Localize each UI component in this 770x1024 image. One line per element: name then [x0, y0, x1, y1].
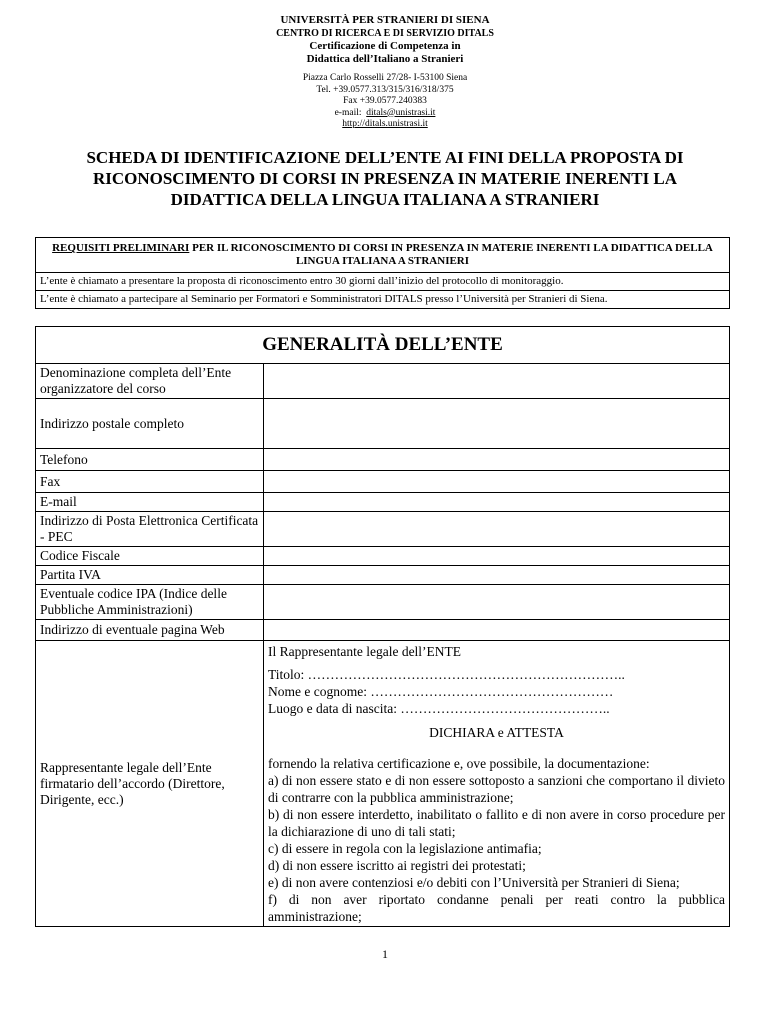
requisiti-heading-underlined: REQUISITI PRELIMINARI	[52, 242, 190, 254]
email-link[interactable]: ditals@unistrasi.it	[366, 107, 436, 118]
label-telefono: Telefono	[36, 449, 264, 471]
center-name: CENTRO DI RICERCA E DI SERVIZIO DITALS	[276, 28, 494, 39]
website-link[interactable]: http://ditals.unistrasi.it	[342, 119, 428, 129]
label-web: Indirizzo di eventuale pagina Web	[36, 620, 264, 641]
rep-dichiara: DICHIARA e ATTESTA	[429, 725, 564, 740]
rep-item-d: d) di non essere iscritto ai registri dei protestati;	[268, 858, 526, 873]
address: Piazza Carlo Rosselli 27/28- I-53100 Siena	[302, 73, 468, 83]
field-pec[interactable]	[264, 512, 730, 547]
rep-item-c: c) di essere in regola con la legislazione antimafia;	[268, 841, 542, 856]
label-partita-iva: Partita IVA	[36, 566, 264, 585]
rep-item-e: e) di non avere contenziosi e/o debiti con l’Università per Stranieri di Siena;	[268, 875, 680, 890]
field-partita-iva[interactable]	[264, 566, 730, 585]
field-telefono[interactable]	[264, 449, 730, 471]
field-codice-fiscale[interactable]	[264, 547, 730, 566]
rep-item-f: f) di non aver riportato condanne penali per reati contro la pubblica amministrazione;	[268, 892, 725, 924]
document-title	[40, 147, 730, 210]
rep-intro: Il Rappresentante legale dell’ENTE	[268, 644, 462, 659]
field-email[interactable]	[264, 493, 730, 512]
title-line-3: DIDATTICA DELLA LINGUA ITALIANA A STRANIERI	[170, 190, 600, 209]
label-denominazione: Denominazione completa dell’Ente organizzatore del corso	[36, 364, 264, 399]
label-codice-fiscale: Codice Fiscale	[36, 547, 264, 566]
field-web[interactable]	[264, 620, 730, 641]
rep-titolo: Titolo: ……………………………………………………………..	[268, 667, 625, 682]
requisiti-table	[35, 237, 730, 309]
generalita-title: GENERALITÀ DELL’ENTE	[36, 327, 730, 364]
email-label: e-mail:	[334, 107, 362, 118]
requisito-1: L’ente è chiamato a presentare la proposta di riconoscimento entro 30 giorni dall’inizio del protocollo di monitoraggio.	[36, 273, 730, 291]
label-ipa: Eventuale codice IPA (Indice delle Pubbliche Amministrazioni)	[36, 585, 264, 620]
field-denominazione[interactable]	[264, 364, 730, 399]
requisiti-heading	[36, 238, 730, 273]
label-rappresentante: Rappresentante legale dell’Ente firmatario dell’accordo (Direttore, Dirigente, ecc.)	[36, 641, 264, 927]
label-email: E-mail	[36, 493, 264, 512]
university-name: UNIVERSITÀ PER STRANIERI DI SIENA	[280, 14, 490, 26]
page-number: 1	[382, 947, 388, 961]
rep-nome: Nome e cognome: ………………………………………………	[268, 684, 614, 699]
field-ipa[interactable]	[264, 585, 730, 620]
rep-fornendo: fornendo la relativa certificazione e, ove possibile, la documentazione:	[268, 756, 650, 771]
telephone: Tel. +39.0577.313/315/316/318/375	[316, 84, 454, 95]
letterhead	[0, 14, 770, 131]
label-pec: Indirizzo di Posta Elettronica Certificata - PEC	[36, 512, 264, 547]
field-fax[interactable]	[264, 471, 730, 493]
label-indirizzo: Indirizzo postale completo	[36, 399, 264, 449]
requisiti-heading-rest: PER IL RICONOSCIMENTO DI CORSI IN PRESENZA IN MATERIE INERENTI LA DIDATTICA DELLA LINGUA ITALIANA A STRANIERI	[192, 242, 713, 267]
title-line-1: SCHEDA DI IDENTIFICAZIONE DELL’ENTE AI FINI DELLA PROPOSTA DI	[86, 148, 684, 167]
field-rappresentante[interactable]	[264, 641, 730, 927]
requisito-2: L’ente è chiamato a partecipare al Seminario per Formatori e Somministratori DITALS presso l’Università per Stranieri di Siena.	[36, 291, 730, 309]
rep-luogo: Luogo e data di nascita: ………………………………………..	[268, 701, 610, 716]
field-indirizzo[interactable]	[264, 399, 730, 449]
rep-item-a: a) di non essere stato e di non essere sottoposto a sanzioni che comportano il divieto di contrarre con la pubblica amministrazione;	[268, 773, 725, 805]
generalita-table	[35, 326, 730, 927]
title-line-2: RICONOSCIMENTO DI CORSI IN PRESENZA IN MATERIE INERENTI LA	[92, 169, 678, 188]
email-line	[0, 108, 770, 120]
contact-block	[0, 73, 770, 131]
certification-line-2: Didattica dell’Italiano a Stranieri	[306, 53, 464, 65]
rep-item-b: b) di non essere interdetto, inabilitato o fallito e di non avere in corso procedure per la dichiarazione di uno di tali stati;	[268, 807, 725, 839]
label-fax: Fax	[36, 471, 264, 493]
fax-number: Fax +39.0577.240383	[343, 96, 427, 106]
certification-line-1: Certificazione di Competenza in	[309, 40, 461, 52]
